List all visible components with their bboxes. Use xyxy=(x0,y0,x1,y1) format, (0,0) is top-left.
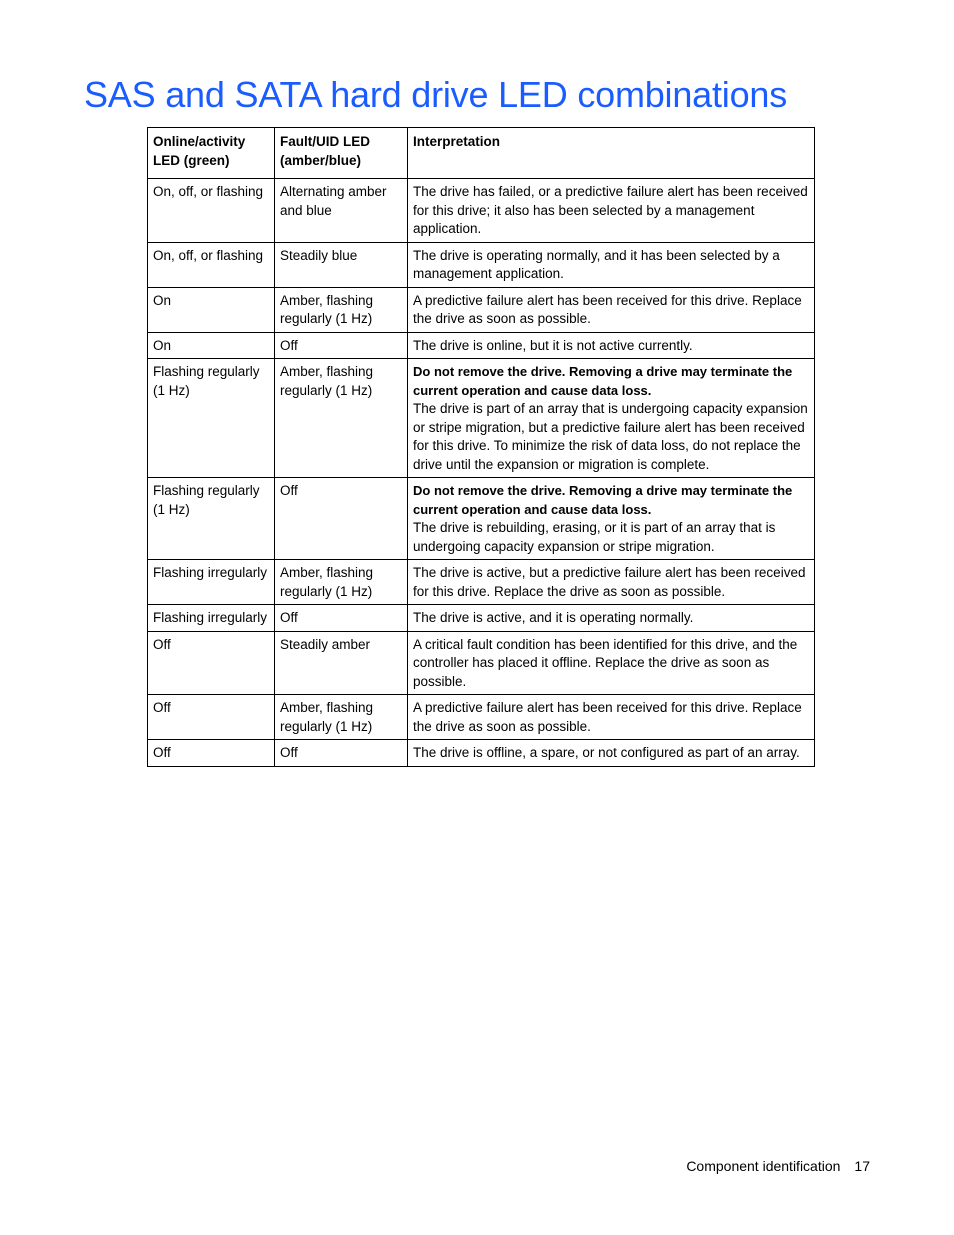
table-row xyxy=(148,695,815,740)
header-interpretation: Interpretation xyxy=(408,128,815,179)
header-fault-uid: Fault/UID LED (amber/blue) xyxy=(275,128,408,179)
interpretation-cell: The drive is active, and it is operating normally. xyxy=(408,605,815,632)
fault-led-cell: Off xyxy=(275,740,408,767)
fault-led-cell: Alternating amber and blue xyxy=(275,179,408,243)
online-led-cell: Off xyxy=(148,740,275,767)
online-led-cell: Off xyxy=(148,631,275,695)
online-led-cell: On xyxy=(148,287,275,332)
table-row xyxy=(148,605,815,632)
interpretation-text: The drive is rebuilding, erasing, or it is part of an array that is undergoing capacity expansion or stripe migration. xyxy=(413,520,776,554)
fault-led-cell: Off xyxy=(275,605,408,632)
online-led-cell: Flashing irregularly xyxy=(148,560,275,605)
fault-led-cell: Off xyxy=(275,478,408,560)
fault-led-cell: Amber, flashing regularly (1 Hz) xyxy=(275,287,408,332)
interpretation-cell: The drive is active, but a predictive failure alert has been received for this drive. Replace the drive as soon as possible. xyxy=(408,560,815,605)
online-led-cell: Flashing regularly (1 Hz) xyxy=(148,478,275,560)
interpretation-cell: The drive is operating normally, and it has been selected by a management application. xyxy=(408,242,815,287)
table-row xyxy=(148,631,815,695)
led-combinations-table xyxy=(147,127,815,767)
table-row xyxy=(148,242,815,287)
online-led-cell: On xyxy=(148,332,275,359)
interpretation-cell: The drive has failed, or a predictive failure alert has been received for this drive; it also has been selected by a management application. xyxy=(408,179,815,243)
online-led-cell: On, off, or flashing xyxy=(148,179,275,243)
table-row xyxy=(148,740,815,767)
page-footer xyxy=(686,1158,870,1174)
interpretation-cell: A critical fault condition has been identified for this drive, and the controller has placed it offline. Replace the drive as soon as possible. xyxy=(408,631,815,695)
page-number: 17 xyxy=(854,1158,870,1174)
fault-led-cell: Amber, flashing regularly (1 Hz) xyxy=(275,695,408,740)
table-row xyxy=(148,478,815,560)
table-row xyxy=(148,179,815,243)
interpretation-cell: A predictive failure alert has been received for this drive. Replace the drive as soon as possible. xyxy=(408,287,815,332)
interpretation-cell xyxy=(408,478,815,560)
interpretation-cell: The drive is offline, a spare, or not configured as part of an array. xyxy=(408,740,815,767)
data-loss-warning: Do not remove the drive. Removing a drive may terminate the current operation and cause data loss. xyxy=(413,483,793,517)
table-row xyxy=(148,287,815,332)
fault-led-cell: Off xyxy=(275,332,408,359)
header-online-activity: Online/activity LED (green) xyxy=(148,128,275,179)
footer-section-name: Component identification xyxy=(686,1158,841,1174)
online-led-cell: On, off, or flashing xyxy=(148,242,275,287)
table-row xyxy=(148,560,815,605)
table-row xyxy=(148,359,815,478)
fault-led-cell: Steadily amber xyxy=(275,631,408,695)
table-row xyxy=(148,332,815,359)
online-led-cell: Flashing irregularly xyxy=(148,605,275,632)
interpretation-cell: The drive is online, but it is not active currently. xyxy=(408,332,815,359)
interpretation-cell: A predictive failure alert has been received for this drive. Replace the drive as soon as possible. xyxy=(408,695,815,740)
interpretation-cell xyxy=(408,359,815,478)
fault-led-cell: Amber, flashing regularly (1 Hz) xyxy=(275,560,408,605)
interpretation-text: The drive is part of an array that is undergoing capacity expansion or stripe migration, but a predictive failure alert has been received for this drive. To minimize the risk of data loss, do not replace the drive until the expansion or migration is complete. xyxy=(413,401,808,472)
online-led-cell: Off xyxy=(148,695,275,740)
table-header-row xyxy=(148,128,815,179)
page-title: SAS and SATA hard drive LED combinations xyxy=(84,74,788,115)
fault-led-cell: Amber, flashing regularly (1 Hz) xyxy=(275,359,408,478)
data-loss-warning: Do not remove the drive. Removing a drive may terminate the current operation and cause data loss. xyxy=(413,364,793,398)
fault-led-cell: Steadily blue xyxy=(275,242,408,287)
online-led-cell: Flashing regularly (1 Hz) xyxy=(148,359,275,478)
